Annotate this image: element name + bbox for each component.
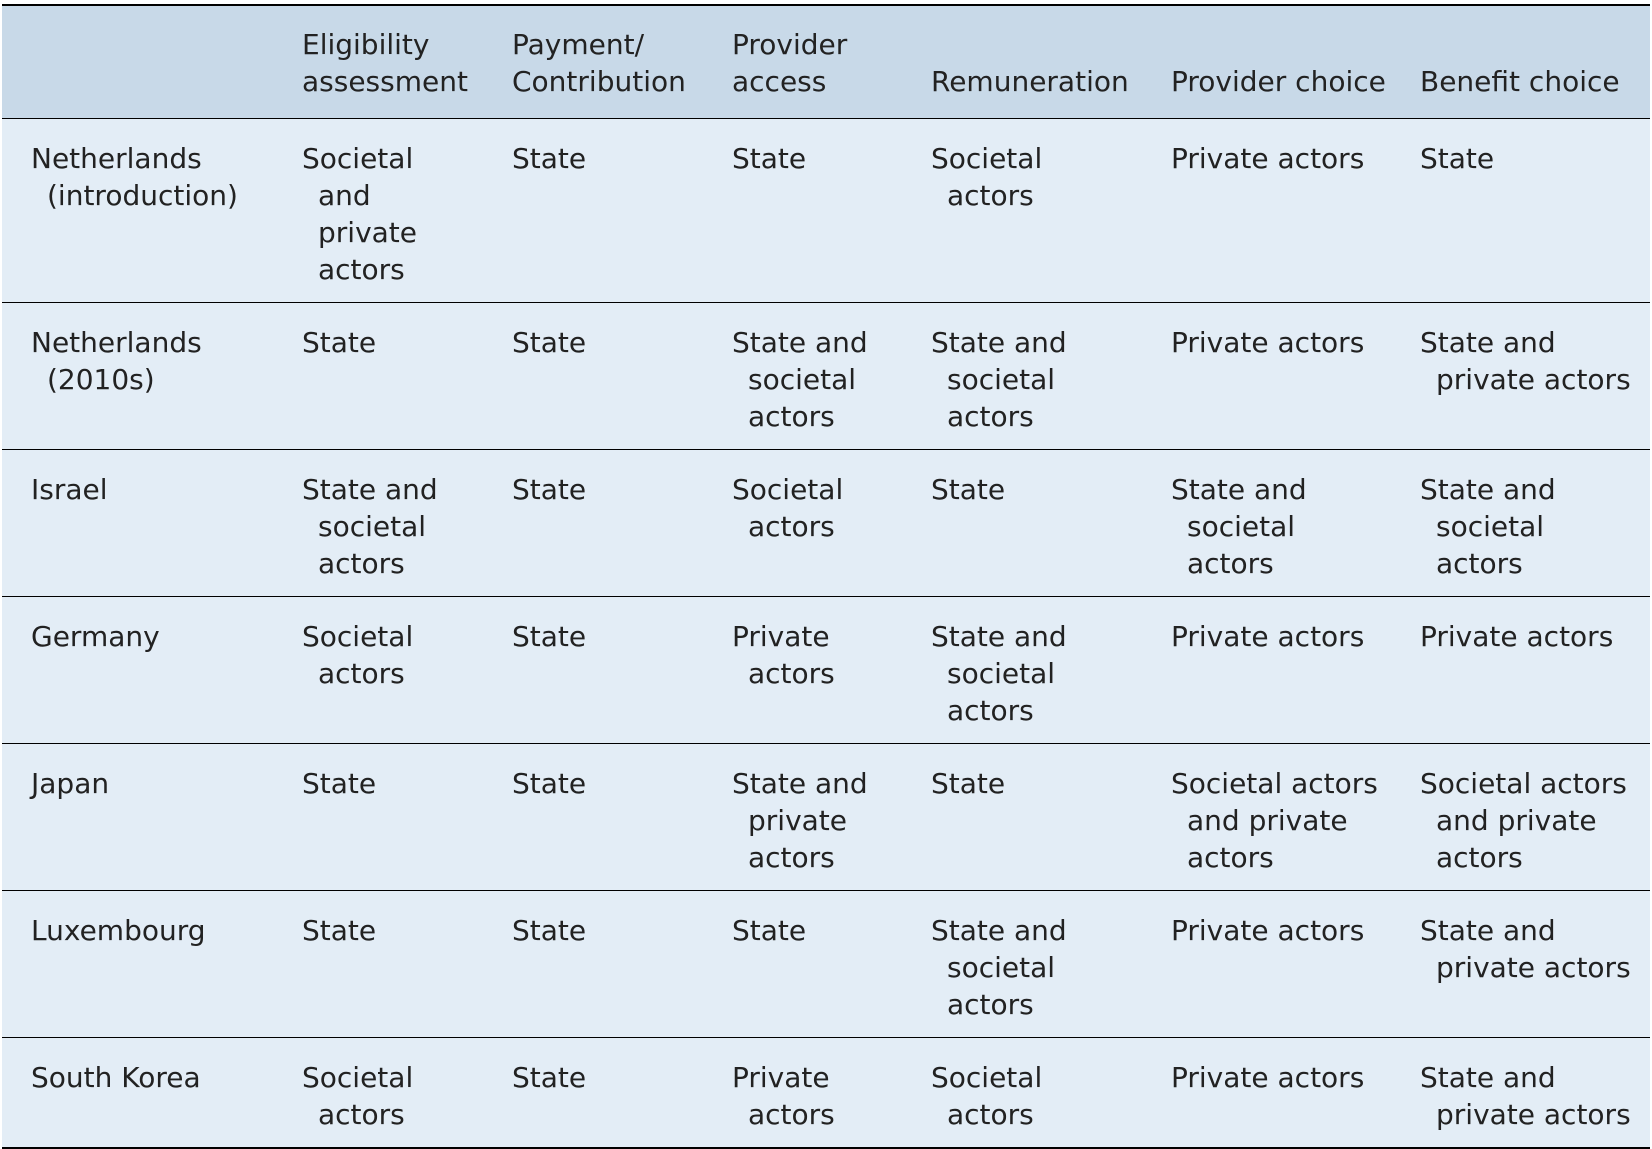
header-benefit-choice: Benefit choice xyxy=(1420,65,1620,98)
benefit-choice-cell: State and private actors xyxy=(1420,1061,1631,1131)
benefit-choice-cell: State and private actors xyxy=(1420,326,1631,396)
provider-choice-cell: State and societal actors xyxy=(1171,473,1307,580)
provider-choice-cell: Private actors xyxy=(1171,326,1365,359)
country-cell: Germany xyxy=(31,620,160,653)
benefit-choice-cell: State xyxy=(1420,142,1495,175)
eligibility-cell: State and societal actors xyxy=(302,473,438,580)
table-row xyxy=(2,891,1650,1038)
header-remuneration: Remuneration xyxy=(931,65,1129,98)
payment-cell: State xyxy=(512,620,587,653)
remuneration-cell: State and societal actors xyxy=(931,326,1067,433)
payment-cell: State xyxy=(512,767,587,800)
table-row xyxy=(2,303,1650,450)
remuneration-cell: State and societal actors xyxy=(931,914,1067,1021)
eligibility-cell: Societal actors xyxy=(302,1061,414,1131)
eligibility-cell: Societal and private actors xyxy=(302,142,417,286)
remuneration-cell: Societal actors xyxy=(931,1061,1043,1131)
provider-choice-cell: Private actors xyxy=(1171,914,1365,947)
provider-access-cell: State and societal actors xyxy=(732,326,868,433)
country-cell: Israel xyxy=(31,473,108,506)
country-cell: Luxembourg xyxy=(31,914,206,947)
payment-cell: State xyxy=(512,473,587,506)
comparison-table xyxy=(2,4,1650,1149)
provider-choice-cell: Societal actors and private actors xyxy=(1171,767,1378,874)
eligibility-cell: State xyxy=(302,914,377,947)
provider-access-cell: State xyxy=(732,142,807,175)
comparison-table-container xyxy=(2,4,1650,1149)
header-provider-choice: Provider choice xyxy=(1171,65,1386,98)
remuneration-cell: State and societal actors xyxy=(931,620,1067,727)
remuneration-cell: Societal actors xyxy=(931,142,1043,212)
benefit-choice-cell: State and societal actors xyxy=(1420,473,1556,580)
provider-access-cell: Private actors xyxy=(732,1061,835,1131)
header-eligibility-assessment: Eligibility assessment xyxy=(302,28,468,98)
provider-choice-cell: Private actors xyxy=(1171,620,1365,653)
payment-cell: State xyxy=(512,326,587,359)
benefit-choice-cell: Private actors xyxy=(1420,620,1614,653)
country-cell: Japan xyxy=(31,767,110,800)
provider-choice-cell: Private actors xyxy=(1171,1061,1365,1094)
eligibility-cell: State xyxy=(302,326,377,359)
table-row xyxy=(2,119,1650,303)
table-row xyxy=(2,744,1650,891)
provider-access-cell: Private actors xyxy=(732,620,835,690)
payment-cell: State xyxy=(512,914,587,947)
country-cell: South Korea xyxy=(31,1061,201,1094)
eligibility-cell: Societal actors xyxy=(302,620,414,690)
header-empty xyxy=(2,5,302,119)
provider-access-cell: State xyxy=(732,914,807,947)
remuneration-cell: State xyxy=(931,473,1006,506)
remuneration-cell: State xyxy=(931,767,1006,800)
payment-cell: State xyxy=(512,1061,587,1094)
payment-cell: State xyxy=(512,142,587,175)
provider-access-cell: State and private actors xyxy=(732,767,868,874)
provider-access-cell: Societal actors xyxy=(732,473,844,543)
table-row xyxy=(2,450,1650,597)
table-row xyxy=(2,1038,1650,1149)
header-provider-access: Provider access xyxy=(732,28,848,98)
provider-choice-cell: Private actors xyxy=(1171,142,1365,175)
header-payment-contribution: Payment/ Contribution xyxy=(512,28,686,98)
country-cell: Netherlands (introduction) xyxy=(31,142,238,212)
eligibility-cell: State xyxy=(302,767,377,800)
table-header-row xyxy=(2,5,1650,119)
benefit-choice-cell: State and private actors xyxy=(1420,914,1631,984)
benefit-choice-cell: Societal actors and private actors xyxy=(1420,767,1627,874)
table-row xyxy=(2,597,1650,744)
country-cell: Netherlands (2010s) xyxy=(31,326,202,396)
